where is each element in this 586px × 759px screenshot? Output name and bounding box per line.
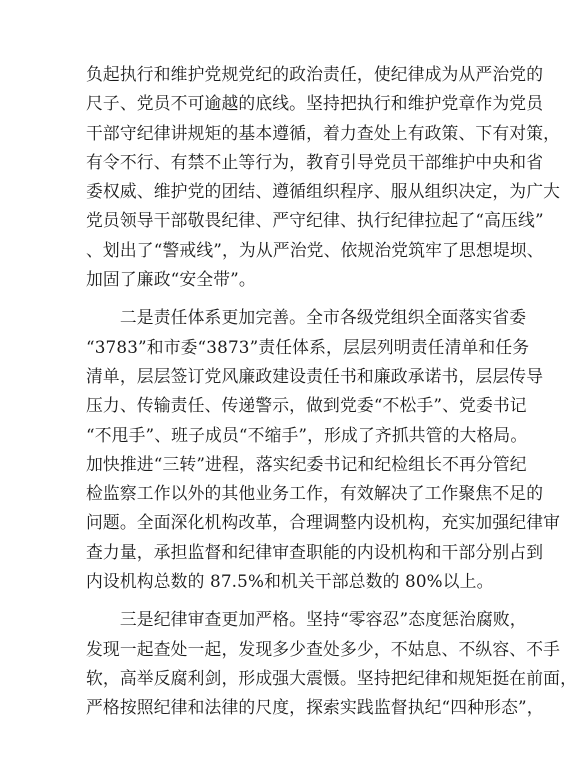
text-line: 加快推进“三转”进程，落实纪委书记和纪检组长不再分管纪: [86, 453, 527, 474]
text-line: 压力、传输责任、传递警示，做到党委“不松手”、党委书记: [86, 395, 527, 416]
document-body: [86, 60, 578, 723]
paragraph-1: [86, 60, 561, 294]
text-line: 严格按照纪律和法律的尺度，探索实践监督执纪“四种形态”，: [86, 697, 544, 718]
text-line: 尺子、党员不可逾越的底线。坚持把执行和维护党章作为党员: [86, 93, 544, 114]
text-line: 内设机构总数的 87.5%和机关干部总数的 80%以上。: [86, 571, 494, 592]
text-line: 党员领导干部敬畏纪律、严守纪律、执行纪律拉起了“高压线”: [86, 210, 544, 231]
text-line: 查力量，承担监督和纪律审查职能的内设机构和干部分别占到: [86, 541, 544, 562]
text-line: 二是责任体系更加完善。全市各级党组织全面落实省委: [86, 307, 527, 328]
text-line: 清单，层层签订党风廉政建设责任书和廉政承诺书，层层传导: [86, 365, 544, 386]
paragraph-spacer: [86, 596, 516, 605]
text-line: 有令不行、有禁不止等行为，教育引导党员干部维护中央和省: [86, 151, 544, 172]
text-line: 加固了廉政“安全带”。: [86, 269, 256, 290]
paragraph-spacer: [86, 294, 516, 303]
text-line: 发现一起查处一起，发现多少查处多少，不姑息、不纵容、不手: [86, 638, 561, 659]
text-line: 三是纪律审查更加严格。坚持“零容忍”态度惩治腐败，: [86, 609, 527, 630]
text-line: 委权威、维护党的团结、遵循组织程序、服从组织决定，为广大: [86, 181, 561, 202]
text-line: 负起执行和维护党规党纪的政治责任，使纪律成为从严治党的: [86, 64, 544, 84]
text-line: 问题。全面深化机构改革，合理调整内设机构，充实加强纪律审: [86, 512, 561, 533]
paragraph-3: [86, 605, 578, 722]
paragraph-2: [86, 303, 561, 596]
text-line: 干部守纪律讲规矩的基本遵循，着力查处上有政策、下有对策，: [86, 122, 561, 143]
text-line: 、划出了“警戒线”，为从严治党、依规治党筑牢了思想堤坝、: [86, 239, 544, 260]
text-line: 软，高举反腐利剑，形成强大震慑。坚持把纪律和规矩挺在前面，: [86, 667, 578, 688]
text-line: 检监察工作以外的其他业务工作，有效解决了工作聚焦不足的: [86, 483, 544, 504]
text-line: “不甩手”、班子成员“不缩手”，形成了齐抓共管的大格局。: [86, 424, 528, 445]
text-line: “3783”和市委“3873”责任体系，层层列明责任清单和任务: [86, 336, 530, 357]
